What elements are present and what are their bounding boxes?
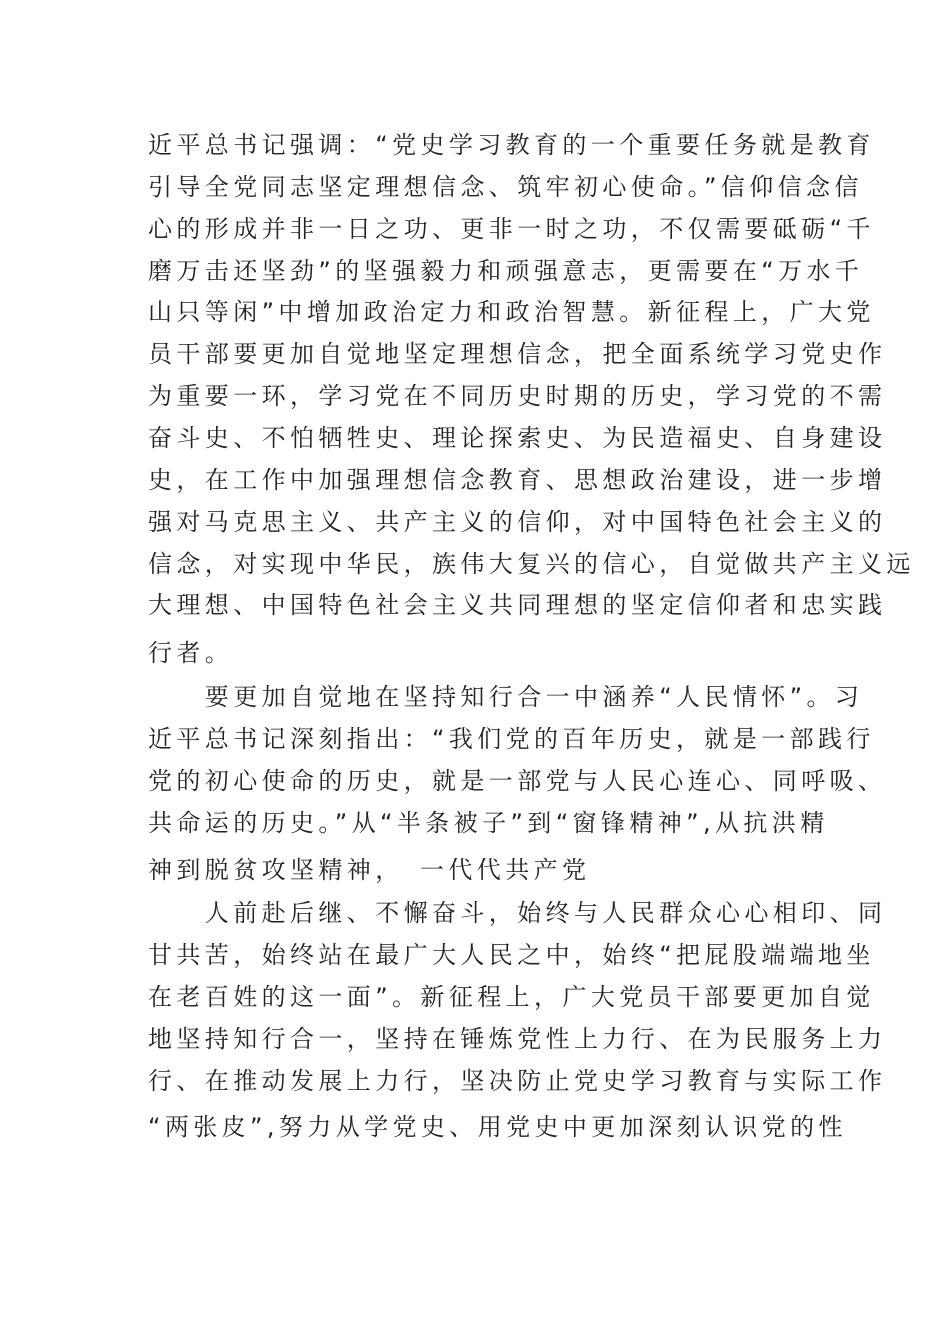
text-line: 信念，对实现中华民，族伟大复兴的信心，自觉做共产主义远 (148, 550, 915, 578)
text-line: 行者。 (148, 639, 234, 667)
text-line: “两张皮”,努力从学党史、用党史中更加深刻认识党的性 (148, 1113, 847, 1141)
text-line: 人前赴后继、不懈奋斗，始终与人民群众心心相印、同 (148, 899, 887, 927)
text-line: 共命运的历史。”从“半条被子”到“窗锋精神”,从抗洪精 (148, 809, 829, 837)
text-line: 近平总书记深刻指出：“我们党的百年历史，就是一部践行 (148, 725, 875, 753)
text-line: 奋斗史、不怕牺牲史、理论探索史、为民造福史、自身建设 (148, 424, 887, 452)
text-line: 神到脱贫攻坚精神， 一代代共产党 (148, 856, 591, 884)
text-line: 甘共苦，始终站在最广大人民之中，始终“把屁股端端地坐 (148, 941, 875, 969)
text-line: 党的初心使命的历史，就是一部党与人民心连心、同呼吸、 (148, 767, 887, 795)
text-line: 大理想、中国特色社会主义共同理想的坚定信仰者和忠实践 (148, 591, 887, 619)
text-line: 要更加自觉地在坚持知行合一中涵养“人民情怀”。习 (148, 683, 864, 711)
text-line: 在老百姓的这一面”。新征程上，广大党员干部要更加自觉 (148, 983, 875, 1011)
text-line: 引导全党同志坚定理想信念、筑牢初心使命。”信仰信念信 (148, 173, 863, 201)
text-line: 磨万击还坚劲”的坚强毅力和顽强意志，更需要在“万水千 (148, 257, 864, 285)
text-line: 强对马克思主义、共产主义的信仰，对中国特色社会主义的 (148, 508, 887, 536)
text-line: 山只等闲”中增加政治定力和政治智慧。新征程上，广大党 (148, 298, 875, 326)
text-line: 近平总书记强调：“党史学习教育的一个重要任务就是教育 (148, 131, 875, 159)
text-line: 地坚持知行合一，坚持在锤炼党性上力行、在为民服务上力 (148, 1025, 887, 1053)
text-line: 为重要一环，学习党在不同历史时期的历史，学习党的不需 (148, 382, 887, 410)
text-line: 心的形成并非一日之功、更非一时之功，不仅需要砥砺“千 (148, 215, 875, 243)
text-line: 员干部要更加自觉地坚定理想信念，把全面系统学习党史作 (148, 340, 887, 368)
text-line: 史，在工作中加强理想信念教育、思想政治建设，进一步增 (148, 466, 887, 494)
text-line: 行、在推动发展上力行，坚决防止党史学习教育与实际工作 (148, 1067, 887, 1095)
